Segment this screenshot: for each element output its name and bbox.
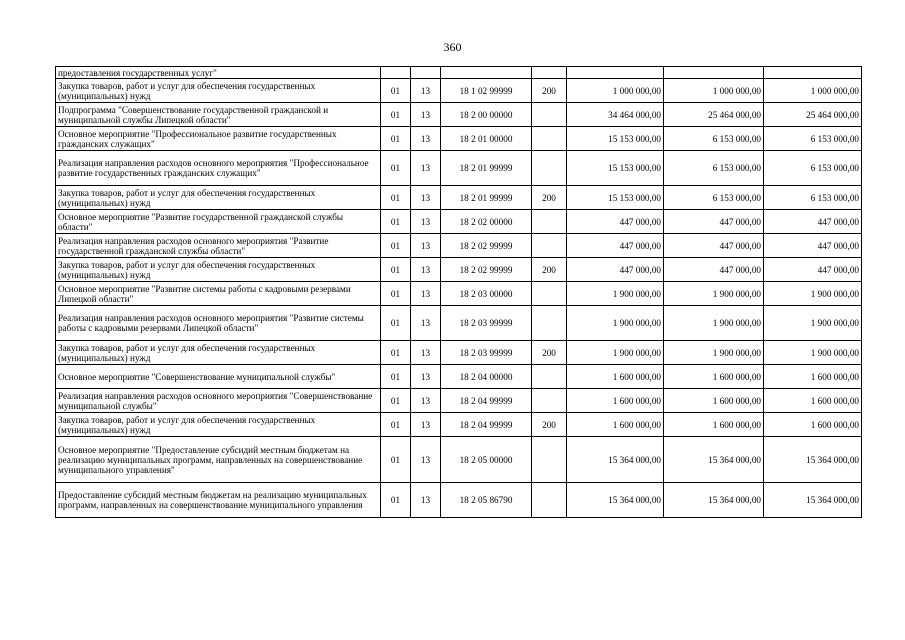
ministry-code-cell: 01 [381,127,411,151]
section-code-cell: 13 [411,341,441,365]
table-row [56,67,862,79]
table-row [56,79,862,103]
table-body [56,67,862,518]
table-row [56,341,862,365]
section-code-cell: 13 [411,483,441,518]
amount-year1-cell: 447 000,00 [567,234,664,258]
amount-year3-cell: 447 000,00 [764,234,862,258]
expense-type-cell: 200 [532,79,567,103]
ministry-code-cell: 01 [381,365,411,389]
expense-type-cell [532,437,567,483]
table-row [56,234,862,258]
amount-year2-cell: 6 153 000,00 [664,186,764,210]
ministry-code-cell: 01 [381,413,411,437]
amount-year3-cell: 25 464 000,00 [764,103,862,127]
section-code-cell: 13 [411,186,441,210]
amount-year2-cell: 1 600 000,00 [664,413,764,437]
ministry-code-cell: 01 [381,282,411,306]
section-code-cell: 13 [411,413,441,437]
amount-year2-cell: 1 900 000,00 [664,306,764,341]
table-row [56,389,862,413]
amount-year3-cell: 1 600 000,00 [764,365,862,389]
row-name-cell: Подпрограмма "Совершенствование государственной гражданской и муниципальной службы Липецкой области" [56,103,381,127]
table-row [56,483,862,518]
amount-year2-cell: 447 000,00 [664,258,764,282]
target-article-cell: 18 2 03 99999 [441,306,532,341]
amount-year3-cell: 447 000,00 [764,210,862,234]
table-row [56,282,862,306]
amount-year1-cell [567,67,664,79]
amount-year1-cell: 15 153 000,00 [567,151,664,186]
expense-type-cell [532,151,567,186]
expense-type-cell: 200 [532,186,567,210]
section-code-cell: 13 [411,210,441,234]
table-row [56,413,862,437]
row-name-cell: Основное мероприятие "Развитие государственной гражданской службы области" [56,210,381,234]
expense-type-cell [532,127,567,151]
row-name-cell: Предоставление субсидий местным бюджетам на реализацию муниципальных программ, направленных на совершенствование муниципального управления [56,483,381,518]
section-code-cell: 13 [411,234,441,258]
table-row [56,186,862,210]
ministry-code-cell: 01 [381,341,411,365]
amount-year2-cell: 1 000 000,00 [664,79,764,103]
amount-year1-cell: 447 000,00 [567,258,664,282]
amount-year2-cell [664,67,764,79]
amount-year1-cell: 1 900 000,00 [567,341,664,365]
amount-year2-cell: 1 600 000,00 [664,389,764,413]
ministry-code-cell: 01 [381,186,411,210]
row-name-cell: Основное мероприятие "Предоставление субсидий местным бюджетам на реализацию муниципальных программ, направленных на совершенствование муниципального управления" [56,437,381,483]
target-article-cell: 18 2 05 00000 [441,437,532,483]
ministry-code-cell: 01 [381,306,411,341]
row-name-cell: Основное мероприятие "Совершенствование муниципальной службы" [56,365,381,389]
target-article-cell [441,67,532,79]
amount-year2-cell: 15 364 000,00 [664,437,764,483]
amount-year1-cell: 1 900 000,00 [567,282,664,306]
amount-year3-cell: 447 000,00 [764,258,862,282]
ministry-code-cell: 01 [381,234,411,258]
ministry-code-cell: 01 [381,258,411,282]
amount-year3-cell: 15 364 000,00 [764,437,862,483]
section-code-cell [411,67,441,79]
section-code-cell: 13 [411,151,441,186]
amount-year3-cell: 6 153 000,00 [764,186,862,210]
row-name-cell: Закупка товаров, работ и услуг для обеспечения государственных (муниципальных) нужд [56,341,381,365]
section-code-cell: 13 [411,258,441,282]
ministry-code-cell: 01 [381,79,411,103]
section-code-cell: 13 [411,365,441,389]
row-name-cell: Реализация направления расходов основного мероприятия "Развитие системы работы с кадровыми резервами Липецкой области" [56,306,381,341]
row-name-cell: Реализация направления расходов основного мероприятия "Совершенствование муниципальной службы" [56,389,381,413]
table-row [56,127,862,151]
table-row [56,437,862,483]
amount-year1-cell: 15 364 000,00 [567,483,664,518]
section-code-cell: 13 [411,103,441,127]
amount-year3-cell [764,67,862,79]
target-article-cell: 18 2 01 00000 [441,127,532,151]
section-code-cell: 13 [411,437,441,483]
amount-year1-cell: 447 000,00 [567,210,664,234]
amount-year1-cell: 1 600 000,00 [567,365,664,389]
target-article-cell: 18 1 02 99999 [441,79,532,103]
amount-year2-cell: 447 000,00 [664,234,764,258]
table-row [56,210,862,234]
amount-year3-cell: 15 364 000,00 [764,483,862,518]
amount-year3-cell: 6 153 000,00 [764,151,862,186]
amount-year3-cell: 6 153 000,00 [764,127,862,151]
row-name-cell: предоставления государственных услуг" [56,67,381,79]
row-name-cell: Закупка товаров, работ и услуг для обеспечения государственных (муниципальных) нужд [56,413,381,437]
section-code-cell: 13 [411,282,441,306]
target-article-cell: 18 2 04 99999 [441,413,532,437]
table-row [56,365,862,389]
amount-year2-cell: 15 364 000,00 [664,483,764,518]
expense-type-cell: 200 [532,258,567,282]
row-name-cell: Реализация направления расходов основного мероприятия "Профессиональное развитие государственных гражданских служащих" [56,151,381,186]
expense-type-cell: 200 [532,341,567,365]
target-article-cell: 18 2 04 99999 [441,389,532,413]
expense-type-cell [532,365,567,389]
amount-year1-cell: 15 153 000,00 [567,127,664,151]
ministry-code-cell: 01 [381,151,411,186]
row-name-cell: Закупка товаров, работ и услуг для обеспечения государственных (муниципальных) нужд [56,79,381,103]
section-code-cell: 13 [411,79,441,103]
amount-year2-cell: 1 600 000,00 [664,365,764,389]
expense-type-cell [532,234,567,258]
expense-type-cell [532,67,567,79]
ministry-code-cell: 01 [381,103,411,127]
section-code-cell: 13 [411,127,441,151]
amount-year3-cell: 1 900 000,00 [764,306,862,341]
amount-year1-cell: 1 600 000,00 [567,389,664,413]
amount-year2-cell: 1 900 000,00 [664,341,764,365]
table-row [56,103,862,127]
row-name-cell: Основное мероприятие "Профессиональное развитие государственных гражданских служащих" [56,127,381,151]
expense-type-cell [532,103,567,127]
row-name-cell: Реализация направления расходов основного мероприятия "Развитие государственной гражданской службы области" [56,234,381,258]
target-article-cell: 18 2 03 99999 [441,341,532,365]
target-article-cell: 18 2 04 00000 [441,365,532,389]
amount-year3-cell: 1 900 000,00 [764,282,862,306]
amount-year1-cell: 34 464 000,00 [567,103,664,127]
target-article-cell: 18 2 00 00000 [441,103,532,127]
target-article-cell: 18 2 02 99999 [441,258,532,282]
expense-type-cell [532,306,567,341]
table-row [56,258,862,282]
expense-type-cell [532,210,567,234]
target-article-cell: 18 2 02 99999 [441,234,532,258]
expense-type-cell [532,282,567,306]
amount-year3-cell: 1 600 000,00 [764,389,862,413]
amount-year2-cell: 1 900 000,00 [664,282,764,306]
amount-year1-cell: 15 364 000,00 [567,437,664,483]
ministry-code-cell: 01 [381,389,411,413]
budget-table [55,66,862,518]
section-code-cell: 13 [411,389,441,413]
amount-year1-cell: 1 000 000,00 [567,79,664,103]
amount-year2-cell: 6 153 000,00 [664,127,764,151]
amount-year3-cell: 1 600 000,00 [764,413,862,437]
expense-type-cell: 200 [532,413,567,437]
target-article-cell: 18 2 01 99999 [441,186,532,210]
section-code-cell: 13 [411,306,441,341]
amount-year1-cell: 1 900 000,00 [567,306,664,341]
amount-year1-cell: 1 600 000,00 [567,413,664,437]
target-article-cell: 18 2 01 99999 [441,151,532,186]
table-row [56,151,862,186]
table-row [56,306,862,341]
amount-year3-cell: 1 900 000,00 [764,341,862,365]
ministry-code-cell: 01 [381,483,411,518]
row-name-cell: Закупка товаров, работ и услуг для обеспечения государственных (муниципальных) нужд [56,186,381,210]
ministry-code-cell [381,67,411,79]
target-article-cell: 18 2 03 00000 [441,282,532,306]
expense-type-cell [532,483,567,518]
target-article-cell: 18 2 02 00000 [441,210,532,234]
amount-year1-cell: 15 153 000,00 [567,186,664,210]
target-article-cell: 18 2 05 86790 [441,483,532,518]
amount-year2-cell: 6 153 000,00 [664,151,764,186]
page-number: 360 [443,40,462,54]
row-name-cell: Основное мероприятие "Развитие системы работы с кадровыми резервами Липецкой области" [56,282,381,306]
amount-year2-cell: 25 464 000,00 [664,103,764,127]
amount-year3-cell: 1 000 000,00 [764,79,862,103]
row-name-cell: Закупка товаров, работ и услуг для обеспечения государственных (муниципальных) нужд [56,258,381,282]
expense-type-cell [532,389,567,413]
ministry-code-cell: 01 [381,437,411,483]
amount-year2-cell: 447 000,00 [664,210,764,234]
ministry-code-cell: 01 [381,210,411,234]
